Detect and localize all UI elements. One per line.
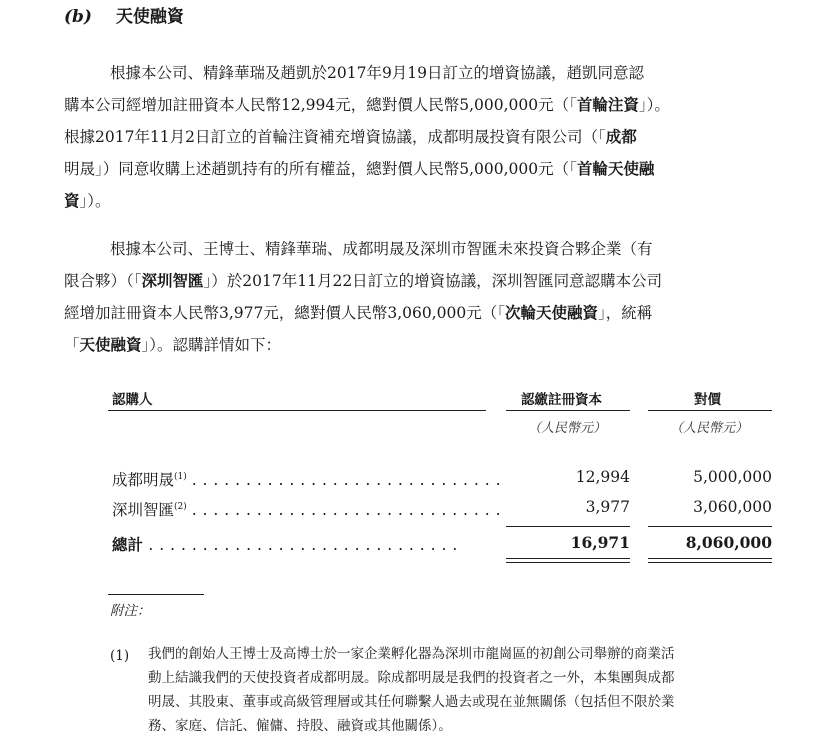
header-consideration: 對價 [694,392,721,408]
paragraph-line [64,153,774,185]
note-text [148,642,778,738]
table-total-capital: 16,971 [570,533,630,552]
notes-heading: 附注： [110,603,151,619]
paragraph-line [64,89,774,121]
section-title: 天使融資 [115,7,184,27]
header-rule-capital [506,410,630,411]
section-label: (b) [64,7,92,27]
text-run: 購本公司經增加註冊資本人民幣12,994元，總對價人民幣5,000,000元（「 [64,96,577,114]
paragraph-line [64,121,774,153]
text-run: 根據2017年11月2日訂立的首輪注資補充增資協議，成都明晟投資有限公司（「 [64,128,606,146]
table-row-label [112,468,501,490]
section-heading [64,2,184,27]
defined-term: 次輪天使融資 [505,303,599,322]
note-line: 明晟、其股東、董事或高級管理層或其任何聯繫人過去或現在並無關係（包括但不限於業 [148,694,675,710]
footnote-ref: (2) [174,501,187,512]
total-name: 總計 [112,535,144,554]
paragraph-first-round [64,58,774,217]
text-run: 」）於2017年11月22日訂立的增資協議，深圳智匯同意認購本公司 [203,272,663,290]
paragraph-line [64,297,774,329]
note-line: 我們的創始人王博士及高博士於一家企業孵化器為深圳市龍崗區的初創公司舉辦的商業活 [148,646,675,662]
subscriber-name: 深圳智匯 [112,501,175,519]
total-double-rule-consideration [648,558,772,563]
notes-separator [108,594,204,595]
paragraph-line [64,265,774,297]
header-subscriber: 認購人 [112,392,153,408]
paragraph-line [64,185,774,217]
header-registered-capital: 認繳註冊資本 [521,392,602,408]
unit-consideration: （人民幣元） [670,421,749,436]
text-run: 」，統稱 [598,304,653,322]
table-cell-consideration: 3,060,000 [693,498,772,516]
dot-leader: . . . . . . . . . . . . . . . . . . . . . . . . . . . . . [148,536,458,554]
text-run: 「 [64,336,80,354]
table-row-label [112,498,501,520]
text-run: 限合夥）（「 [64,272,142,290]
table-total-label [112,533,458,555]
text-run: 經增加註冊資本人民幣3,977元，總對價人民幣3,060,000元（「 [64,304,506,322]
subtotal-rule-capital [506,526,630,527]
paragraph-line [64,329,774,361]
subtotal-rule-consideration [648,526,772,527]
text-run: 」）。 [79,192,111,210]
table-cell-capital: 12,994 [575,468,630,486]
note-line: 動上結識我們的天使投資者成都明晟。除成都明晟是我們的投資者之一外，本集團與成都 [148,670,675,686]
defined-term: 首輪注資 [576,95,639,114]
defined-term: 首輪天使融 [576,159,655,178]
subscriber-name: 成都明晟 [112,471,175,489]
table-total-consideration: 8,060,000 [685,533,772,552]
total-double-rule-capital [506,558,630,563]
header-rule-consideration [648,410,772,411]
paragraph-second-round [64,234,774,361]
text-run: 」）。認購詳情如下： [141,336,282,354]
footnote-ref: (1) [174,471,187,482]
paragraph-line: 根據本公司、精鋒華瑞及趙凱於2017年9月19日訂立的增資協議，趙凱同意認 [110,64,645,82]
dot-leader: . . . . . . . . . . . . . . . . . . . . . . . . . . . . . [191,471,502,489]
note-line: 務、家庭、信託、僱傭、持股、融資或其他關係）。 [148,718,452,734]
dot-leader: . . . . . . . . . . . . . . . . . . . . . . . . . . . . . [191,501,502,519]
defined-term: 天使融資 [79,335,142,354]
table-cell-capital: 3,977 [585,498,630,516]
defined-term: 資 [64,191,80,210]
unit-capital: （人民幣元） [528,421,607,436]
defined-term: 成都 [605,127,637,146]
paragraph-line: 根據本公司、王博士、精鋒華瑞、成都明晟及深圳市智匯未來投資合夥企業（有 [110,240,653,258]
header-rule-subscriber [108,410,486,411]
text-run: 明晟」）同意收購上述趙凱持有的所有權益，總對價人民幣5,000,000元（「 [64,160,577,178]
table-cell-consideration: 5,000,000 [693,468,772,486]
defined-term: 深圳智匯 [141,271,204,290]
text-run: 」）。 [638,96,670,114]
note-index: (1) [110,648,130,664]
